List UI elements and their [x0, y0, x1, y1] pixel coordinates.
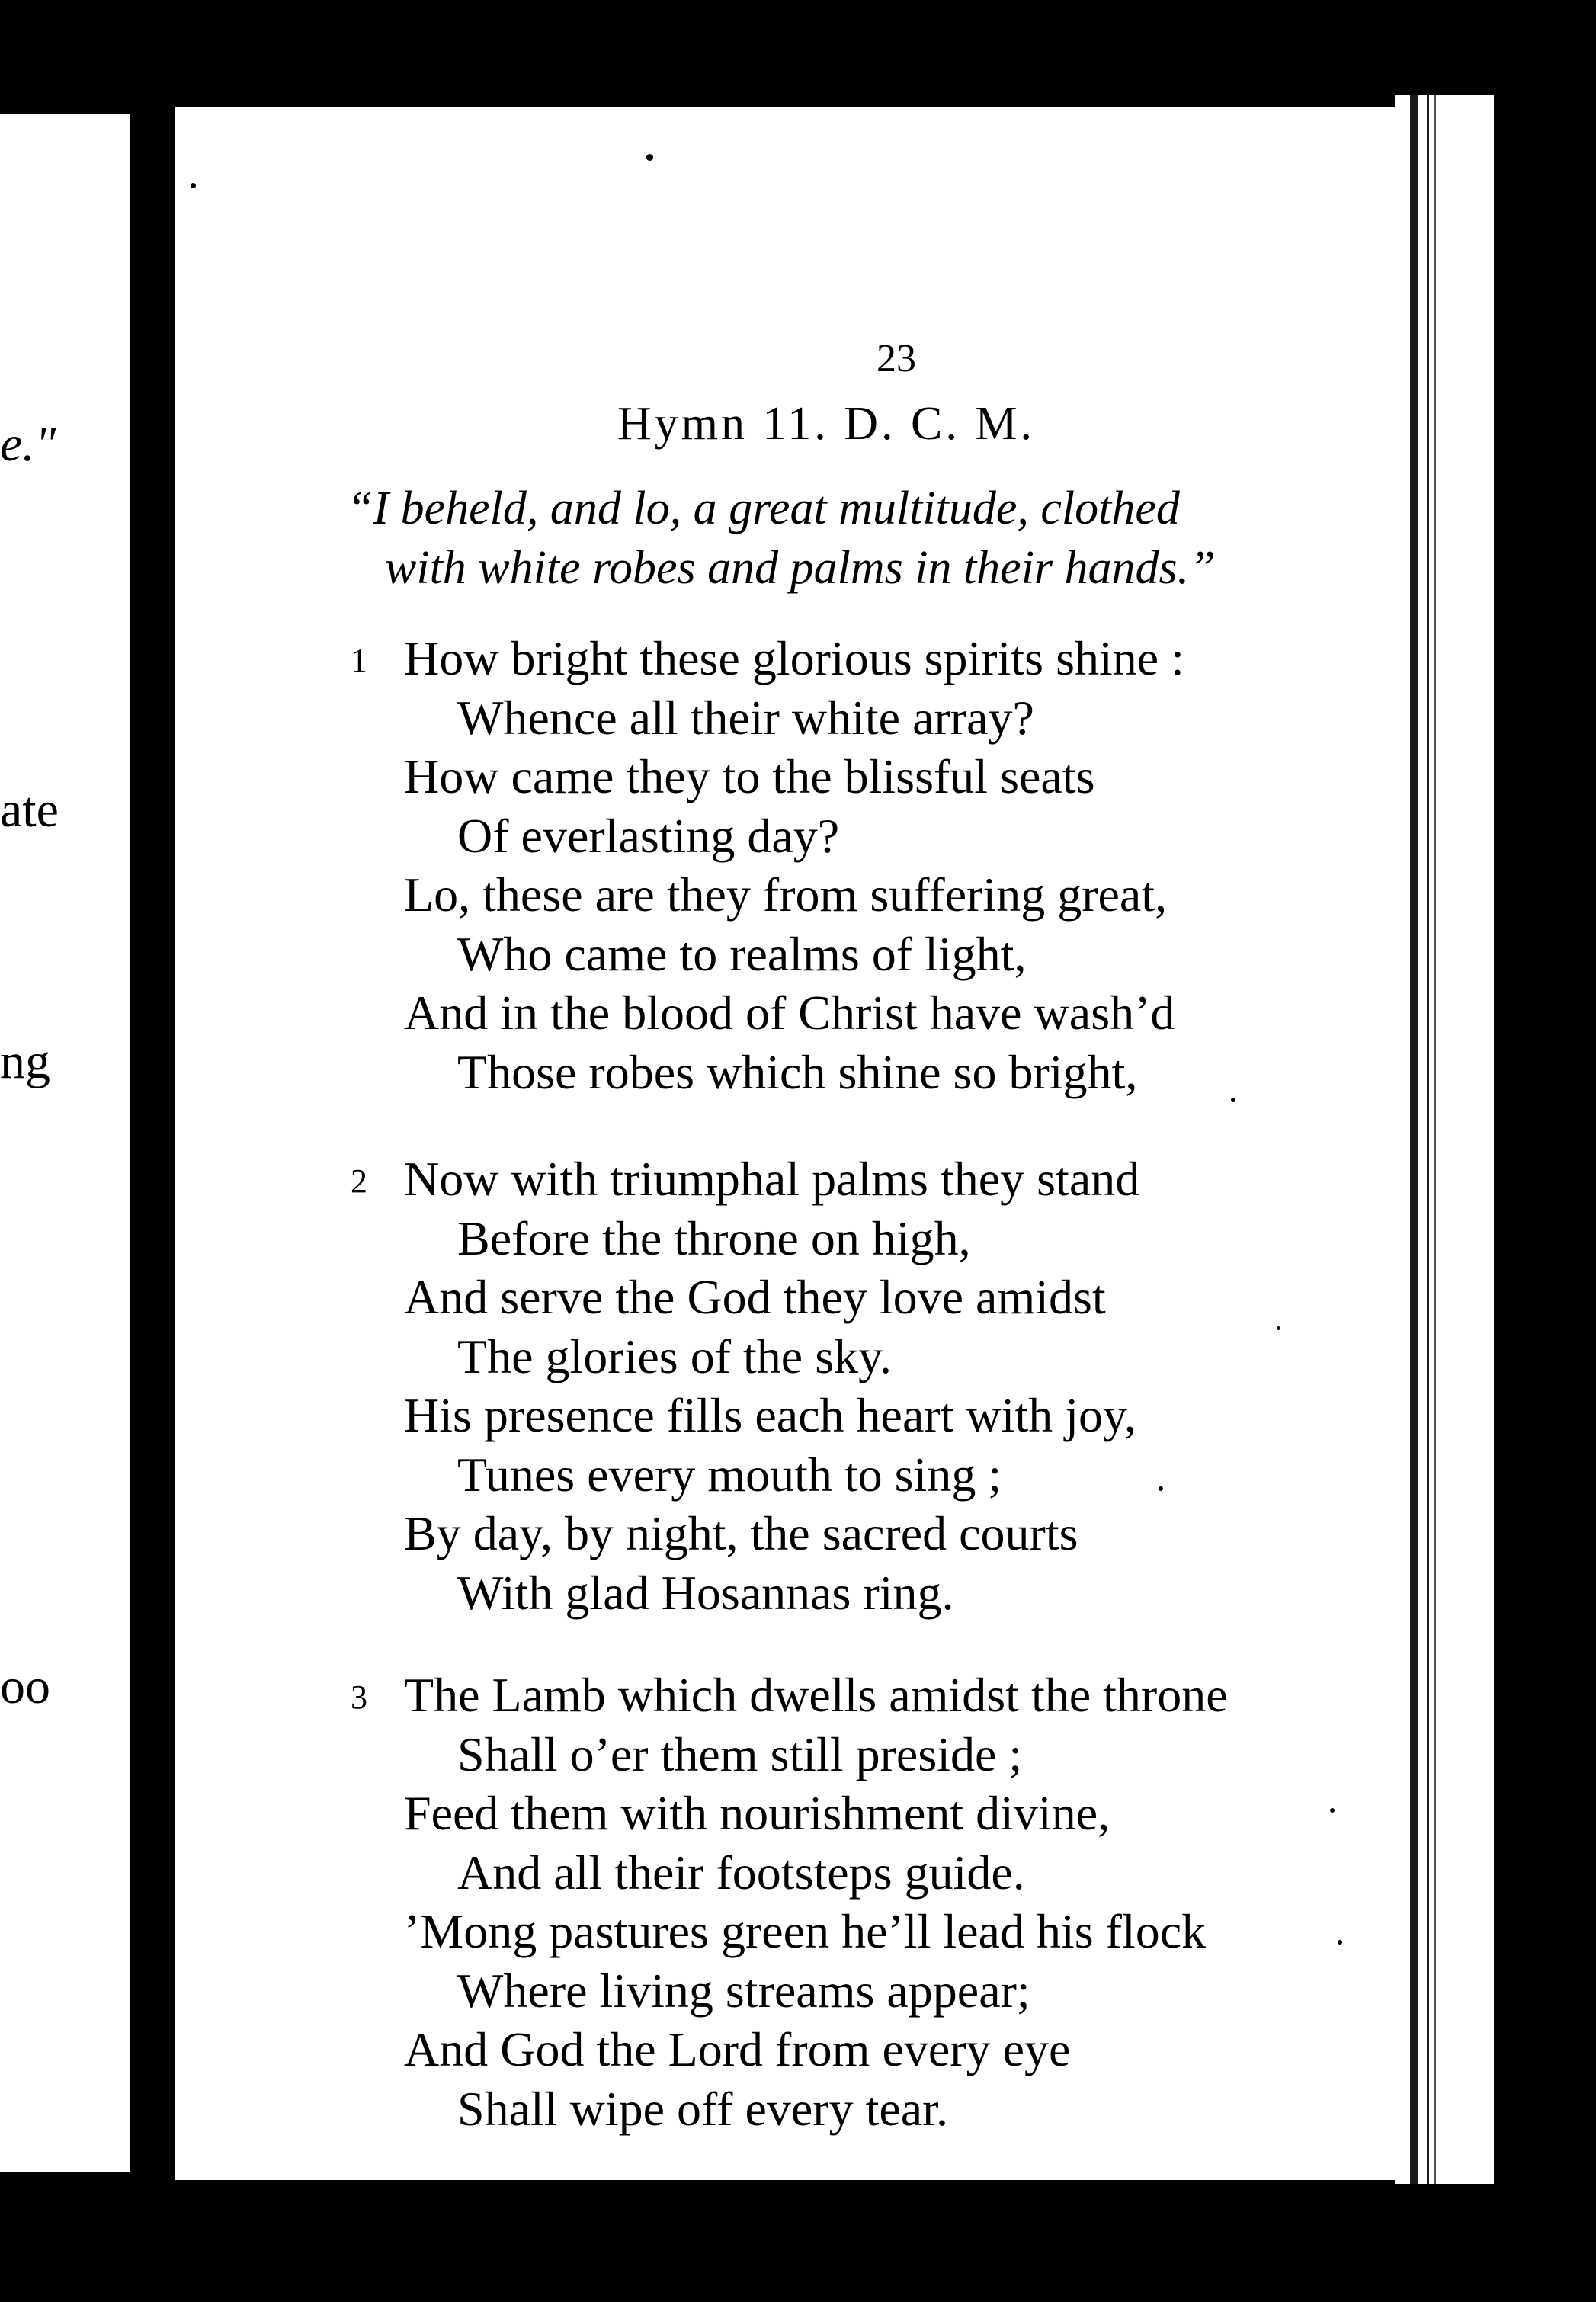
scan-speck — [1159, 1486, 1163, 1491]
scan-speck — [646, 154, 653, 161]
verse-line: By day, by night, the sacred courts — [404, 1506, 1078, 1560]
scan-speck — [1330, 1808, 1335, 1813]
verse-line: ’Mong pastures green he’ll lead his flock — [404, 1904, 1207, 1958]
stanza-number: 3 — [351, 1678, 367, 1716]
verse-line: Now with triumphal palms they stand — [404, 1152, 1140, 1206]
verse-line: With glad Hosannas ring. — [457, 1565, 954, 1620]
epigraph-line: with white robes and palms in their hands.” — [385, 542, 1216, 594]
stanza-number: 1 — [351, 642, 367, 679]
verse-line: Of everlasting day? — [457, 808, 840, 863]
epigraph — [347, 479, 1490, 598]
verse-line: How came they to the blissful seats — [404, 749, 1095, 803]
verse-line: Shall o’er them still preside ; — [457, 1726, 1023, 1781]
verse-line: And serve the God they love amidst — [404, 1270, 1106, 1324]
verse-line: Shall wipe off every tear. — [457, 2081, 948, 2136]
page-number: 23 — [877, 337, 916, 380]
left-page-fragment: ng — [0, 1034, 50, 1089]
verse-line: Where living streams appear; — [457, 1963, 1030, 2018]
left-page-edge — [0, 114, 130, 2172]
verse-line: And all their footsteps guide. — [457, 1845, 1025, 1900]
scan-speck — [1277, 1326, 1280, 1330]
verse-line: The glories of the sky. — [457, 1329, 892, 1383]
verse-line: Before the throne on high, — [457, 1210, 971, 1265]
verse-line: Lo, these are they from suffering great, — [404, 867, 1168, 922]
verse-line: Those robes which shine so bright, — [457, 1044, 1138, 1099]
book-page — [175, 107, 1395, 2180]
verse-line: Feed them with nourishment divine, — [404, 1786, 1110, 1840]
scan-speck — [1231, 1098, 1235, 1102]
page-edges — [1395, 95, 1494, 2184]
verse-line: And God the Lord from every eye — [404, 2022, 1071, 2076]
verse-line: And in the blood of Christ have wash’d — [404, 986, 1175, 1040]
epigraph-line: “I beheld, and lo, a great multitude, clothed — [347, 483, 1180, 534]
verse-line: Whence all their white array? — [457, 690, 1034, 745]
left-page-fragment: ate — [0, 782, 59, 838]
scan-speck — [1338, 1940, 1342, 1945]
left-page-fragment: oo — [0, 1659, 50, 1714]
verse-line: The Lamb which dwells amidst the throne — [404, 1668, 1228, 1722]
verse-line: How bright these glorious spirits shine : — [404, 631, 1184, 685]
binding-gutter — [130, 114, 175, 2172]
verse-line: Tunes every mouth to sing ; — [457, 1447, 1002, 1502]
hymn-title: Hymn 11. D. C. M. — [617, 398, 1035, 450]
stanza-number: 2 — [351, 1162, 367, 1200]
verse-line: His presence fills each heart with joy, — [404, 1388, 1136, 1442]
verse-line: Who came to realms of light, — [457, 926, 1027, 981]
scan-speck — [191, 183, 196, 188]
left-page-fragment: e." — [0, 416, 56, 472]
